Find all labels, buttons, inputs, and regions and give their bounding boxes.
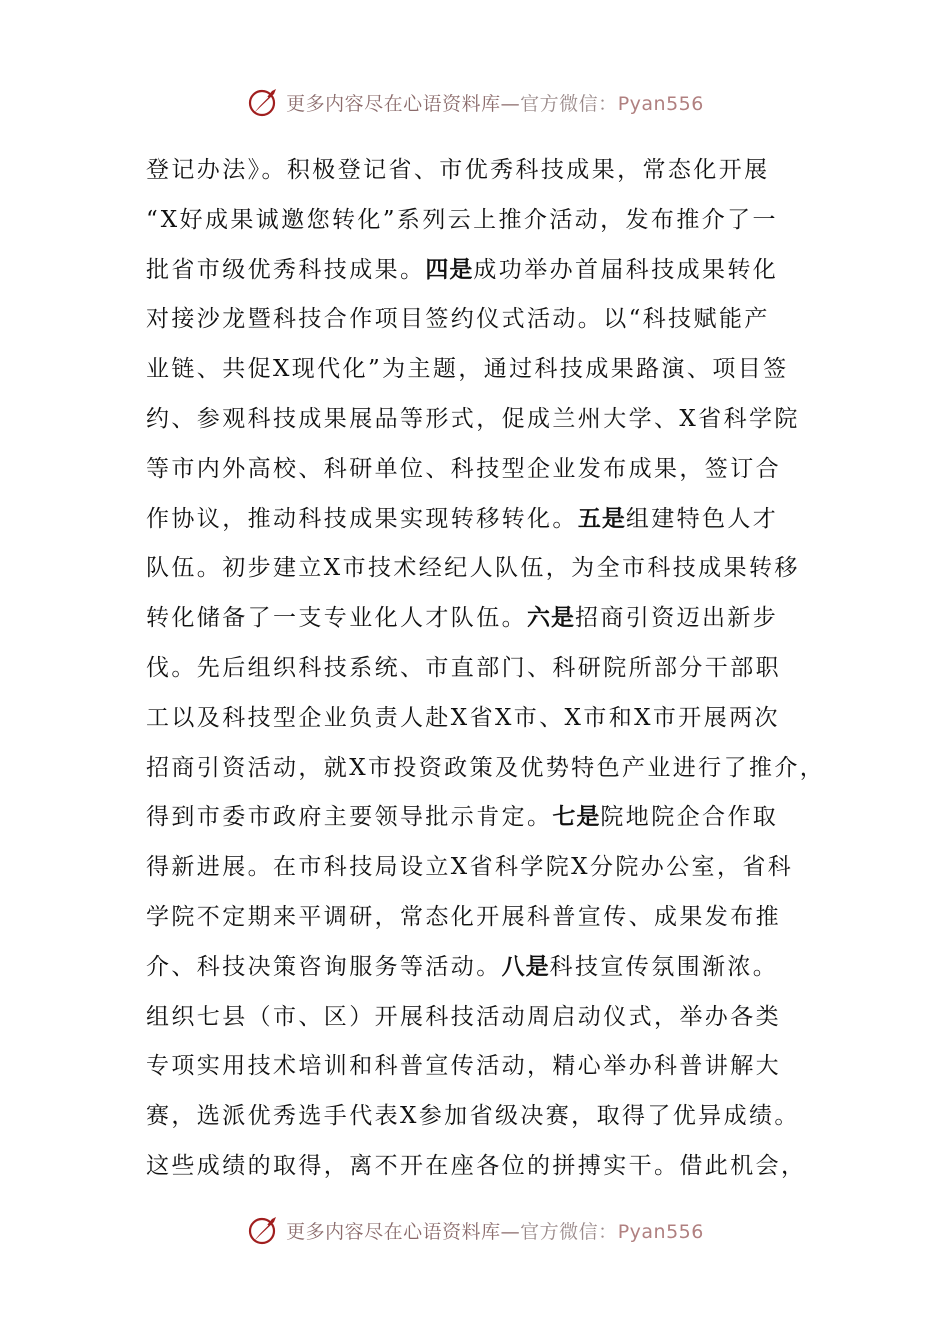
header-wechat-label: 官方微信：	[520, 92, 618, 115]
text-line-segment: 队伍。初步建立X市技术经纪人队伍，为全市科技成果转移	[146, 555, 800, 582]
text-line	[146, 843, 826, 893]
text-line-segment: 伐。先后组织科技系统、市直部门、科研院所部分干部职	[146, 654, 781, 681]
text-line-segment: 招商引资迈出新步	[575, 605, 779, 632]
text-line-segment: 科技宣传氛围渐浓。	[549, 953, 779, 980]
text-line	[146, 1092, 826, 1142]
text-line-segment: 赛，选派优秀选手代表X参加省级决赛，取得了优异成绩。	[146, 1103, 800, 1130]
text-line-segment: 作协议，推动科技成果实现转移转化。	[146, 505, 578, 532]
text-line-segment: 专项实用技术培训和科普宣传活动，精心举办科普讲解大	[146, 1053, 781, 1080]
text-line-segment: 成功举办首届科技成果转化	[473, 256, 779, 283]
text-line	[146, 893, 826, 943]
text-line	[146, 793, 826, 843]
quill-logo-icon	[246, 1213, 280, 1247]
footer-wechat-label: 官方微信：	[520, 1220, 618, 1243]
text-line-segment: 组织七县（市、区）开展科技活动周启动仪式，举办各类	[146, 1003, 781, 1030]
text-line-segment: 转化储备了一支专业化人才队伍。	[146, 605, 527, 632]
text-line-segment: 介、科技决策咨询服务等活动。	[146, 953, 502, 980]
emphasis-marker: 六是	[527, 605, 575, 632]
footer-dash: —	[500, 1220, 521, 1243]
text-line	[146, 196, 826, 246]
text-line	[146, 993, 826, 1043]
emphasis-marker: 七是	[552, 804, 601, 831]
text-line-segment: 等市内外高校、科研单位、科技型企业发布成果，签订合	[146, 455, 781, 482]
text-line	[146, 345, 826, 395]
text-line	[146, 644, 826, 694]
text-line	[146, 694, 826, 744]
text-line-segment: 登记办法》。积极登记省、市优秀科技成果，常态化开展	[146, 157, 770, 183]
text-line-segment: 这些成绩的取得，离不开在座各位的拼搏实干。借此机会，	[146, 1152, 807, 1179]
text-line	[146, 594, 826, 644]
text-line-segment: 院地院企合作取	[600, 804, 779, 831]
text-line	[146, 1142, 826, 1192]
text-line	[146, 943, 826, 993]
text-line-segment: 约、参观科技成果展品等形式，促成兰州大学、X省科学院	[146, 405, 800, 432]
text-line-segment: 批省市级优秀科技成果。	[146, 256, 426, 283]
text-line	[146, 395, 826, 445]
text-line	[146, 246, 826, 296]
header-banner	[0, 80, 950, 124]
text-line-segment: 工以及科技型企业负责人赴X省X市、X市和X市开展两次	[146, 704, 780, 731]
text-line	[146, 1042, 826, 1092]
emphasis-marker: 五是	[577, 505, 626, 532]
text-line	[146, 445, 826, 495]
text-line-segment: “X好成果诚邀您转化”系列云上推介活动，发布推介了一	[146, 206, 778, 233]
text-line	[146, 146, 826, 196]
text-line-segment: 对接沙龙暨科技合作项目签约仪式活动。以“科技赋能产	[146, 306, 770, 333]
text-line-segment: 业链、共促X现代化”为主题，通过科技成果路演、项目签	[146, 356, 789, 383]
text-line-segment: 得新进展。在市科技局设立X省科学院X分院办公室，省科	[146, 854, 794, 881]
footer-text	[286, 1217, 704, 1244]
header-text	[286, 89, 704, 116]
text-line	[146, 495, 826, 545]
text-line-segment: 学院不定期来平调研，常态化开展科普宣传、成果发布推	[146, 903, 781, 930]
header-wechat-id: Pyan556	[617, 92, 704, 115]
header-text-main: 更多内容尽在心语资料库	[286, 92, 501, 115]
text-line	[146, 544, 826, 594]
text-line-segment: 得到市委市政府主要领导批示肯定。	[146, 804, 553, 831]
footer-banner	[0, 1208, 950, 1252]
quill-logo-icon	[246, 85, 280, 119]
header-dash: —	[500, 92, 521, 115]
text-line	[146, 744, 826, 794]
document-body	[146, 146, 826, 1192]
emphasis-marker: 四是	[425, 256, 474, 283]
text-line-segment: 招商引资活动，就X市投资政策及优势特色产业进行了推介，	[146, 754, 826, 781]
footer-text-main: 更多内容尽在心语资料库	[286, 1220, 501, 1243]
emphasis-marker: 八是	[501, 953, 550, 980]
text-line-segment: 组建特色人才	[625, 505, 779, 532]
footer-wechat-id: Pyan556	[617, 1220, 704, 1243]
text-line	[146, 295, 826, 345]
